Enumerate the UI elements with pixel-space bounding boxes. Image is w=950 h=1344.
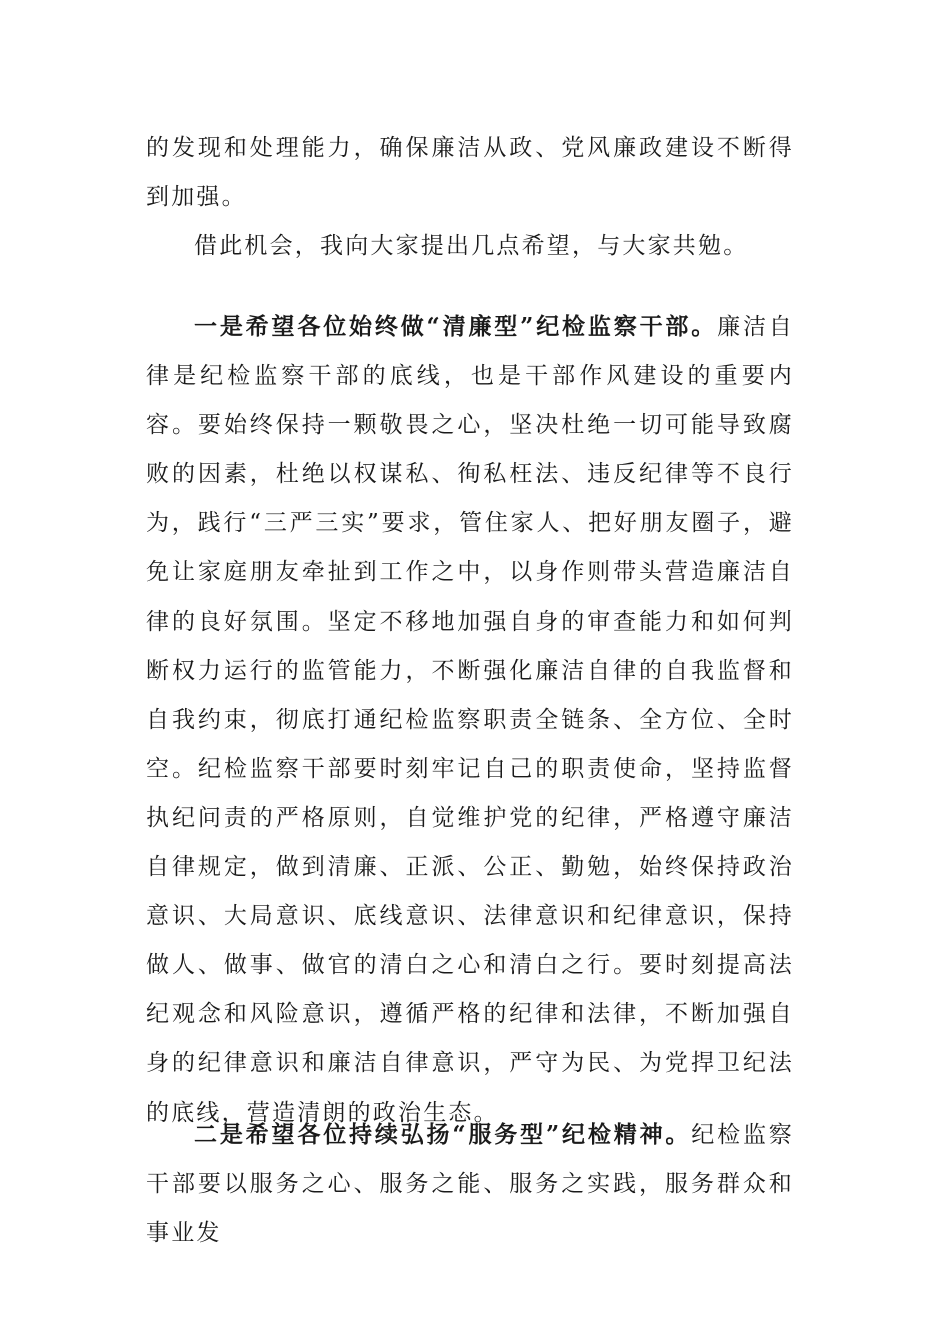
paragraph-text: 纪检监察干部要以服务之心、服务之能、服务之实践，服务群众和事业发 bbox=[146, 1122, 794, 1247]
paragraph-intro bbox=[146, 222, 794, 271]
paragraph-text: 借此机会，我向大家提出几点希望，与大家共勉。 bbox=[194, 233, 749, 259]
paragraph-point-two bbox=[146, 1110, 794, 1258]
paragraph-text: 廉洁自律是纪检监察干部的底线，也是干部作风建设的重要内容。要始终保持一颗敬畏之心，坚决杜绝一切可能导致腐败的因素，杜绝以权谋私、徇私枉法、违反纪律等不良行为，践行“三严三实”要求，管住家人、把好朋友圈子，避免让家庭朋友牵扯到工作之中，以身作则带头营造廉洁自律的良好氛围。坚定不移地加强自身的审查能力和如何判断权力运行的监管能力，不断强化廉洁自律的自我监督和自我约束，彻底打通纪检监察职责全链条、全方位、全时空。纪检监察干部要时刻牢记自己的职责使命，坚持监督执纪问责的严格原则，自觉维护党的纪律，严格遵守廉洁自律规定，做到清廉、正派、公正、勤勉，始终保持政治意识、大局意识、底线意识、法律意识和纪律意识，保持做人、做事、做官的清白之心和清白之行。要时刻提高法纪观念和风险意识，遵循严格的纪律和法律，不断加强自身的纪律意识和廉洁自律意识，严守为民、为党捍卫纪法的底线，营造清朗的政治生态。 bbox=[146, 314, 794, 1126]
paragraph-point-one bbox=[146, 302, 794, 1138]
point-one-heading: 一是希望各位始终做“清廉型”纪检监察干部。 bbox=[194, 313, 718, 340]
point-two-heading: 二是希望各位持续弘扬“服务型”纪检精神。 bbox=[194, 1121, 692, 1148]
paragraph-text: 的发现和处理能力，确保廉洁从政、党风廉政建设不断得到加强。 bbox=[146, 135, 794, 211]
paragraph-continuation bbox=[146, 124, 794, 222]
